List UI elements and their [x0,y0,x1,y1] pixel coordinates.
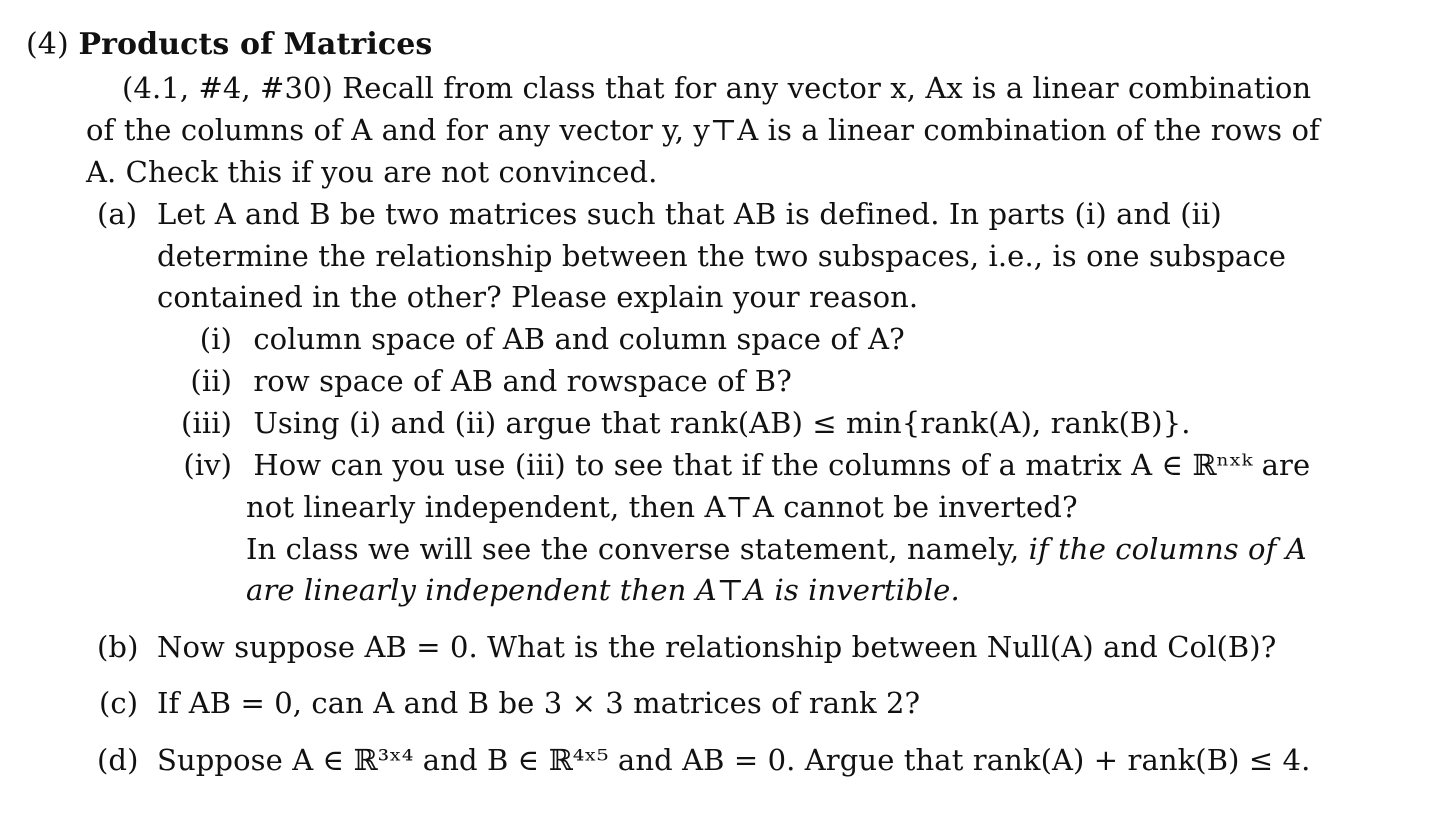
part-c-label: (c) [99,686,139,720]
part-d-text: Suppose A ∈ ℝ³ˣ⁴ and B ∈ ℝ⁴ˣ⁵ and AB = 0. Argue that rank(A) + rank(B) ≤ 4. [157,743,1311,777]
intro-line-3: A. Check this if you are not convinced. [86,155,658,189]
part-a-item-iii [160,405,1191,441]
part-d-label: (d) [97,743,139,777]
part-a-line-2: determine the relationship between the two subspaces, i.e., is one subspace [157,239,1287,273]
item-iv-remark [246,531,1307,567]
part-a-line-3: contained in the other? Please explain your reason. [157,280,919,314]
part-a-item-ii [160,363,792,399]
part-b-label: (b) [97,630,139,664]
part-a-line-1: Let A and B be two matrices such that AB is defined. In parts (i) and (ii) [157,197,1222,231]
part-b-text: Now suppose AB = 0. What is the relationship between Null(A) and Col(B)? [157,630,1277,664]
part-a-label: (a) [97,197,138,231]
intro-line-1: (4.1, #4, #30) Recall from class that for any vector x, Ax is a linear combination [122,71,1312,105]
item-label: (iv) [183,448,232,482]
item-text: row space of AB and rowspace of B? [253,364,792,398]
part-c-text: If AB = 0, can A and B be 3 × 3 matrices of rank 2? [157,686,921,720]
item-iv-continuation: not linearly independent, then A⊤A cannot be inverted? [246,490,1078,524]
item-label: (iii) [181,406,232,440]
item-text: column space of AB and column space of A? [253,322,905,356]
item-label: (i) [199,322,232,356]
remark-italic-text: if the columns of A [1028,532,1307,566]
item-text: Using (i) and (ii) argue that rank(AB) ≤ min{rank(A), rank(B)}. [253,406,1191,440]
item-iv-remark-italic: are linearly independent then A⊤A is invertible. [246,573,960,607]
item-label: (ii) [190,364,232,398]
problem-number: (4) [26,27,69,62]
item-text: How can you use (iii) to see that if the columns of a matrix A ∈ ℝⁿˣᵏ are [253,448,1311,482]
problem-title: Products of Matrices [78,27,433,62]
intro-line-2: of the columns of A and for any vector y, y⊤A is a linear combination of the rows of [86,113,1320,147]
part-a-item-i [160,321,905,357]
remark-text: In class we will see the converse statement, namely, [246,532,1020,566]
part-a-item-iv [160,447,1310,483]
problem-heading [26,27,432,63]
